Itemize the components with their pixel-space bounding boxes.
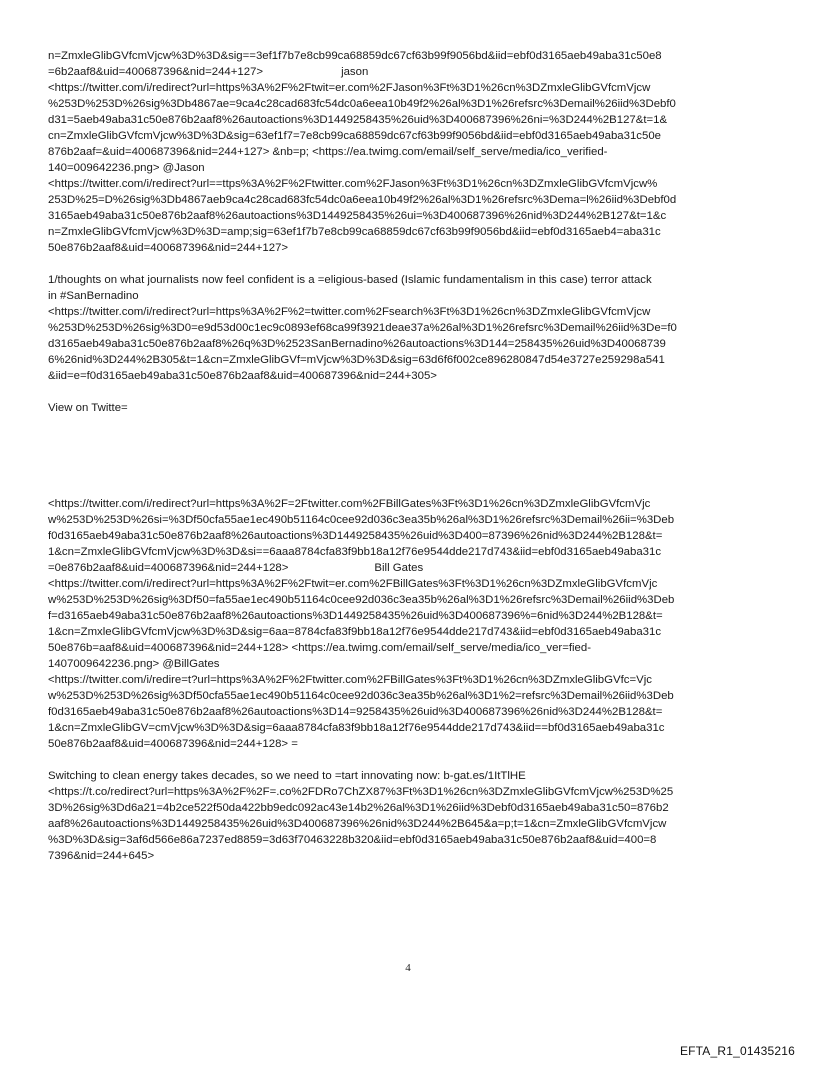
link-line: 3D%26sig%3Dd6a21=4b2ce522f50da422bb9edc092ac43e14b2%26al%3D1%26iid%3Debf0d3165aeb49aba31c50=876b2 xyxy=(48,802,669,814)
link-line: 1&cn=ZmxleGlibGV=cmVjcw%3D%3D&sig=6aaa8784cfa83f9bb18a12f76e9544dde217d743&iid==bf0d3165aeb49aba31c xyxy=(48,722,665,734)
sender-name: Bill Gates xyxy=(374,562,424,574)
sender-name: jason xyxy=(341,66,369,78)
text-line: =0e876b2aaf8&uid=400687396&nid=244+128> Bill Gates xyxy=(48,562,424,574)
link-line: w%253D%253D%26sig%3Df50=fa55ae1ec490b51164c0cee92d036c3ea35b%26al%3D1%26refsrc%3Demail%26iid%3Deb xyxy=(48,594,675,606)
page-number: 4 xyxy=(405,962,411,974)
tweet-block-clean-energy xyxy=(48,768,776,864)
link-line: 876b2aaf=&uid=400687396&nid=244+127> &nb=p; <https://ea.twimg.com/email/self_serve/media/ico_verified- xyxy=(48,146,608,158)
link-line: d31=5aeb49aba31c50e876b2aaf8%26autoactions%3D1449258435%26uid%3D400687396%26ni=%3D244%2B127&t=1& xyxy=(48,114,668,126)
link-line: w%253D%253D%26sig%3Df50cfa55ae1ec490b51164c0cee92d036c3ea35b%26al%3D1%2=refsrc%3Demail%26iid%3Deb xyxy=(48,690,674,702)
link-line: 50e876b=aaf8&uid=400687396&nid=244+128> <https://ea.twimg.com/email/self_serve/media/ico_ver=fied- xyxy=(48,642,592,654)
link-line: 253D%25=D%26sig%3Db4867aeb9ca4c28cad683fc54dc0a6eea10b49f2%26al%3D1%26refsrc%3Dema=l%26iid%3Debf0d xyxy=(48,194,677,206)
link-line: 3165aeb49aba31c50e876b2aaf8%26autoactions%3D1449258435%26ui=%3D400687396%26nid%3D244%2B127&t=1&c xyxy=(48,210,667,222)
view-on-twitter-text: View on Twitte= xyxy=(48,402,128,414)
link-line: <https://twitter.com/i/redirect?url=https%3A%2F%2=twitter.com%2Fsearch%3Ft%3D1%26cn%3DZmxleGlibGVfcmVjcw xyxy=(48,306,651,318)
link-line: <https://twitter.com/i/redirect?url=https%3A%2F%2Ftwit=er.com%2FBillGates%3Ft%3D1%26cn%3DZmxleGlibGVfcmVjc xyxy=(48,578,658,590)
link-line: <https://twitter.com/i/redirect?url=https%3A%2F%2Ftwit=er.com%2FJason%3Ft%3D1%26cn%3DZmxleGlibGVfcmVjcw xyxy=(48,82,651,94)
link-line: f0d3165aeb49aba31c50e876b2aaf8%26autoactions%3D14=9258435%26uid%3D400687396%26nid%3D244%2B128&t= xyxy=(48,706,663,718)
link-line: <https://t.co/redirect?url=https%3A%2F%2F=.co%2FDRo7ChZX87%3Ft%3D1%26cn%3DZmxleGlibGVfcmVjcw%253D%25 xyxy=(48,786,674,798)
link-line: 6%26nid%3D244%2B305&t=1&cn=ZmxleGlibGVf=mVjcw%3D%3D&sig=63d6f6f002ce896280847d54e3727e259298a541 xyxy=(48,354,665,366)
tweet-text: Switching to clean energy takes decades, so we need to =tart innovating now: b-gat.es/1ItTlHE xyxy=(48,770,526,782)
tweet-text: 1/thoughts on what journalists now feel confident is a =eligious-based (Islamic fundamentalism in this case) terror attack xyxy=(48,274,652,286)
text-line: n=ZmxleGlibGVfcmVjcw%3D%3D&sig==3ef1f7b7e8cb99ca68859dc67cf63b99f9056bd&iid=ebf0d3165aeb49aba31c50e8 xyxy=(48,50,662,62)
link-line: 50e876b2aaf8&uid=400687396&nid=244+127> xyxy=(48,242,289,254)
link-line: <https://twitter.com/i/redirect?url==ttps%3A%2F%2Ftwitter.com%2FJason%3Ft%3D1%26cn%3DZmxleGlibGVfcmVjcw% xyxy=(48,178,658,190)
email-body xyxy=(48,48,776,864)
text-line: =6b2aaf8&uid=400687396&nid=244+127> jason xyxy=(48,66,369,78)
link-line: f=d3165aeb49aba31c50e876b2aaf8%26autoactions%3D1449258435%26uid%3D400687396%=6nid%3D244%2B128&t= xyxy=(48,610,663,622)
link-line: 50e876b2aaf8&uid=400687396&nid=244+128> = xyxy=(48,738,298,750)
document-id: EFTA_R1_01435216 xyxy=(679,1044,795,1058)
tweet-block-sanbernadino xyxy=(48,272,776,384)
link-line: 1&cn=ZmxleGlibGVfcmVjcw%3D%3D&sig=6aa=8784cfa83f9bb18a12f76e9544dde217d743&iid=ebf0d3165aeb49aba31c xyxy=(48,626,662,638)
link-line: w%253D%253D%26si=%3Df50cfa55ae1ec490b51164c0cee92d036c3ea35b%26al%3D1%26refsrc%3Demail%26ii=%3Deb xyxy=(48,514,675,526)
link-line: 140=009642236.png> @Jason xyxy=(48,162,205,174)
link-line: aaf8%26autoactions%3D1449258435%26uid%3D400687396%26nid%3D244%2B645&a=p;t=1&cn=ZmxleGlibGVfcmVjcw xyxy=(48,818,667,830)
link-line: cn=ZmxleGlibGVfcmVjcw%3D%3D&sig=63ef1f7=7e8cb99ca68859dc67cf63b99f9056bd&iid=ebf0d3165aeb49aba31c50e xyxy=(48,130,662,142)
link-line: %3D%3D&sig=3af6d566e86a7237ed8859=3d63f70463228b320&iid=ebf0d3165aeb49aba31c50e876b2aaf8&uid=400=8 xyxy=(48,834,657,846)
link-line: 1&cn=ZmxleGlibGVfcmVjcw%3D%3D&si==6aaa8784cfa83f9bb18a12f76e9544dde217d743&iid=ebf0d3165aeb49aba31c xyxy=(48,546,662,558)
link-line: n=ZmxleGlibGVfcmVjcw%3D%3D=amp;sig=63ef1f7b7e8cb99ca68859dc67cf63b99f9056bd&iid=ebf0d3165aeb4=aba31c xyxy=(48,226,661,238)
link-line: f0d3165aeb49aba31c50e876b2aaf8%26autoactions%3D1449258435%26uid%3D400=87396%26nid%3D244%2B128&t= xyxy=(48,530,663,542)
link-line: <https://twitter.com/i/redirect?url=https%3A%2F=2Ftwitter.com%2FBillGates%3Ft%3D1%26cn%3DZmxleGlibGVfcmVjc xyxy=(48,498,651,510)
text-block-billgates xyxy=(48,496,776,752)
tweet-text: in #SanBernadino xyxy=(48,290,139,302)
link-line: 7396&nid=244+645> xyxy=(48,850,155,862)
link-line: %253D%253D%26sig%3Db4867ae=9ca4c28cad683fc54dc0a6eea10b49f2%26al%3D1%26refsrc%3Demail%26iid%3Debf0 xyxy=(48,98,676,110)
link-line: 1407009642236.png> @BillGates xyxy=(48,658,220,670)
text-block-jason xyxy=(48,48,776,256)
link-line: d3165aeb49aba31c50e876b2aaf8%26q%3D%2523SanBernadino%26autoactions%3D144=258435%26uid%3D40068739 xyxy=(48,338,666,350)
link-line: &iid=e=f0d3165aeb49aba31c50e876b2aaf8&uid=400687396&nid=244+305> xyxy=(48,370,437,382)
link-line: <https://twitter.com/i/redire=t?url=https%3A%2F%2Ftwitter.com%2FBillGates%3Ft%3D1%26cn%3DZmxleGlibGVfc=Vjc xyxy=(48,674,652,686)
link-line: %253D%253D%26sig%3D0=e9d53d00c1ec9c0893ef68ca99f3921deae37a%26al%3D1%26refsrc%3Demail%26iid%3De=f0 xyxy=(48,322,677,334)
